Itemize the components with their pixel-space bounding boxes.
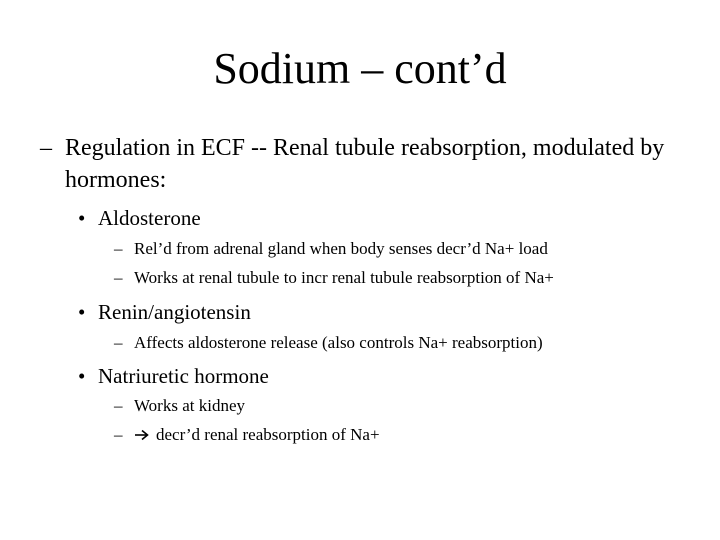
dash-marker: –	[114, 268, 123, 287]
dash-marker: –	[40, 135, 52, 161]
sub-item-text: Rel’d from adrenal gland when body senses decr’d Na+ load	[134, 239, 548, 258]
sub-item	[114, 332, 543, 354]
sub-item	[114, 267, 554, 289]
bullet-label: Aldosterone	[98, 206, 201, 230]
sub-item-text: Works at renal tubule to incr renal tubule reabsorption of Na+	[134, 268, 554, 287]
sub-item	[114, 424, 380, 446]
bullet-item-natriuretic	[78, 362, 269, 390]
level1-text: Regulation in ECF -- Renal tubule reabsorption, modulated by hormones:	[65, 135, 665, 193]
sub-item-text: decr’d renal reabsorption of Na+	[156, 425, 380, 444]
arrow-right-icon	[134, 424, 150, 446]
sub-item-text: Works at kidney	[134, 396, 245, 415]
bullet-item-aldosterone	[78, 204, 201, 232]
dash-marker: –	[114, 396, 123, 415]
dash-marker: –	[114, 425, 123, 444]
slide-title: Sodium – cont’d	[213, 44, 507, 93]
bullet-label: Renin/angiotensin	[98, 300, 251, 324]
sub-item-text: Affects aldosterone release (also controls Na+ reabsorption)	[134, 333, 543, 352]
sub-item	[114, 238, 548, 260]
dash-marker: –	[114, 239, 123, 258]
bullet-item-renin	[78, 298, 251, 326]
bullet-marker: •	[78, 300, 86, 324]
bullet-marker: •	[78, 206, 86, 230]
dash-marker: –	[114, 333, 123, 352]
sub-item	[114, 395, 245, 417]
level1-item	[40, 132, 680, 196]
bullet-label: Natriuretic hormone	[98, 364, 269, 388]
bullet-marker: •	[78, 364, 86, 388]
